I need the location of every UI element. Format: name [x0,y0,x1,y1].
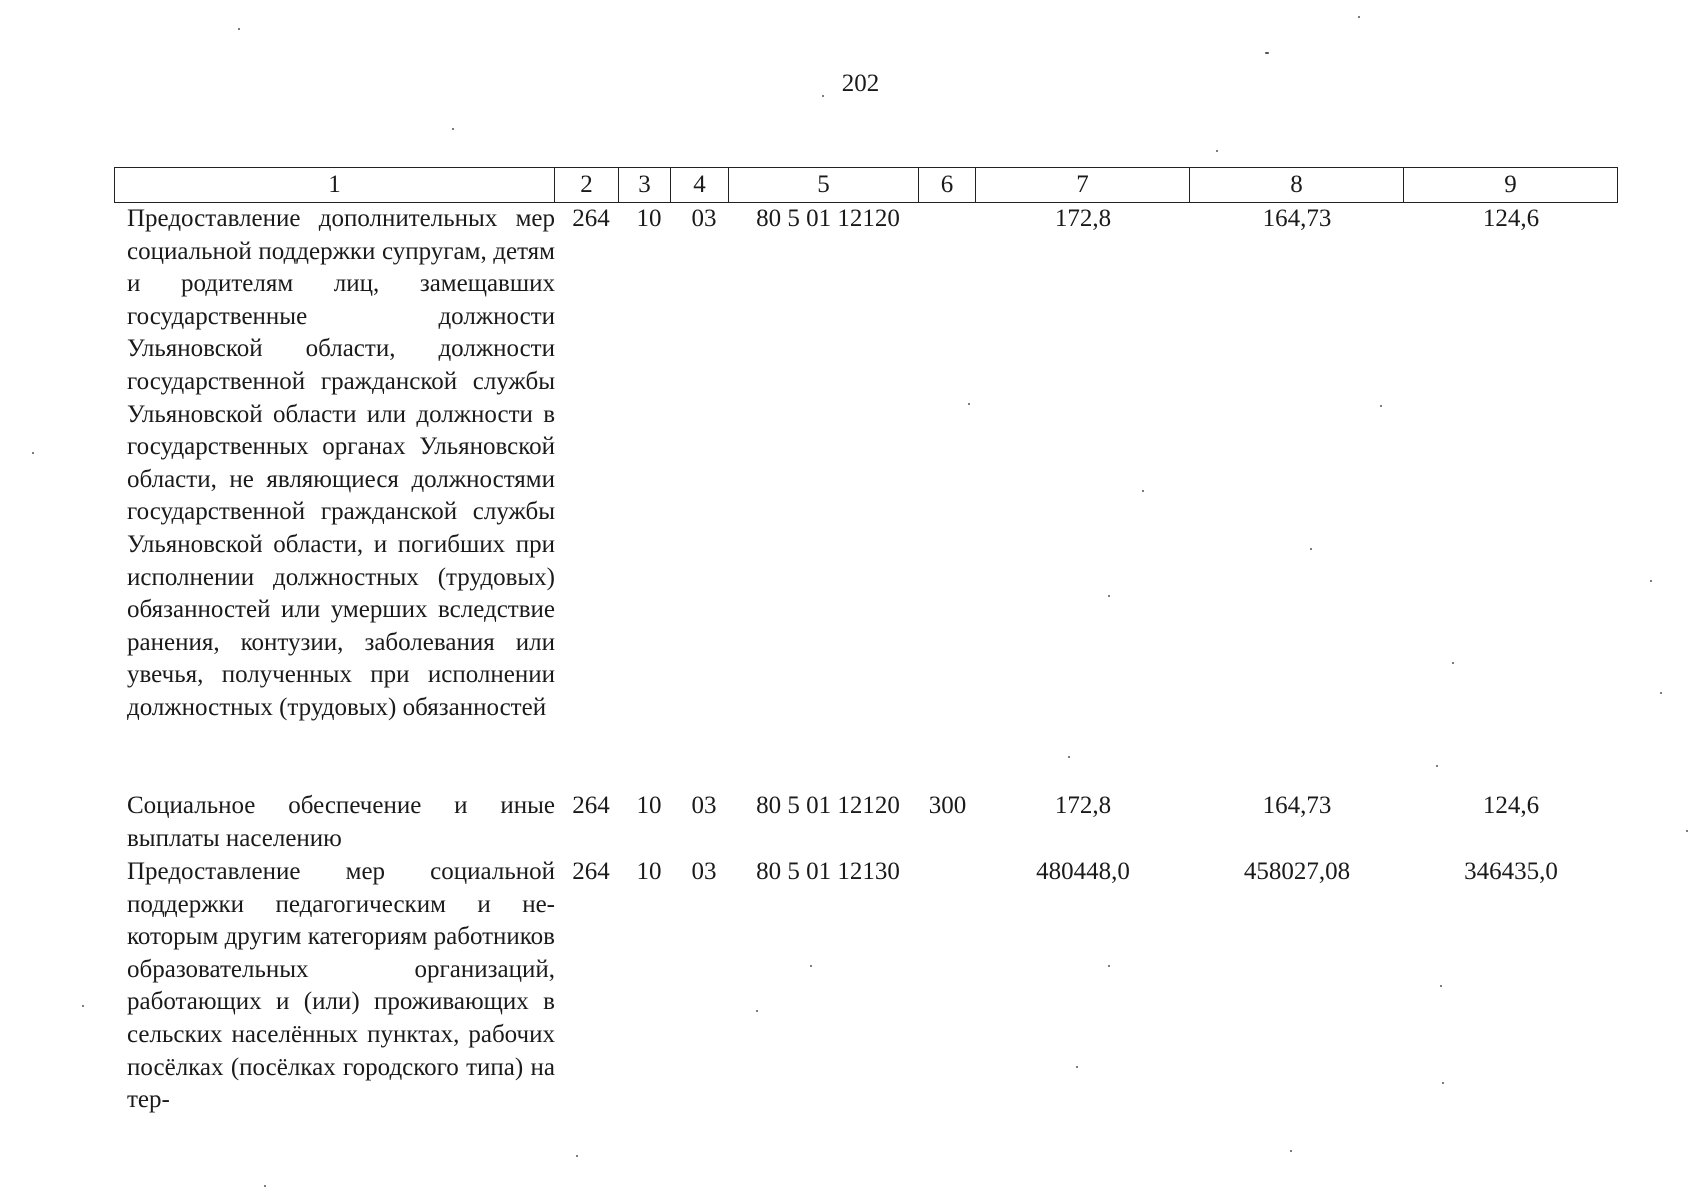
cell-col-4: 03 [691,205,717,232]
scan-speck [238,28,240,30]
cell-col-5: 80 5 01 12120 [756,792,900,819]
scan-speck [1265,52,1269,54]
scan-speck [1440,985,1442,987]
column-header-7: 7 [976,167,1190,203]
scan-speck [756,1010,758,1012]
row-description: Предоставление дополнительных мер социальной поддержки супругам, детям и родителям лиц, замещавших государственные должности Ульяновской области, должности государственной гражданской службы Ульяновской области или должности в государственных органах Ульяновской области, не являющиеся должностями государственной гражданской службы Ульяновской области, и погибших при исполнении должностных (трудовых) обязанностей или умерших вследствие ранения, контузии, заболевания или увечья, полученных при исполнении должностных (трудовых) обязанностей [127,205,555,721]
scan-speck [1142,490,1144,492]
scan-speck [1068,756,1070,758]
cell-col-8: 458027,08 [1243,858,1351,885]
table-row [114,790,1618,855]
scan-speck [1380,405,1382,407]
table-row [114,203,1618,725]
scan-speck [822,95,824,97]
cell-col-9: 346435,0 [1464,858,1558,885]
scan-speck [576,1155,578,1157]
scan-speck [1452,662,1454,664]
cell-col-3: 10 [636,205,662,232]
scan-speck [264,1185,266,1187]
column-header-3: 3 [619,167,671,203]
cell-col-3: 10 [636,858,662,885]
cell-col-5: 80 5 01 12120 [756,205,900,232]
cell-col-6: 300 [928,792,967,819]
row-description: Предоставление мер социальной поддержки педагогическим и некоторым другим категориям работников образовательных организаций, работающих и (или) проживающих в сельских населённых пунктах, рабочих посёлках (посёлках городского типа) на тер- [127,858,555,1114]
column-header-2: 2 [555,167,619,203]
cell-col-2: 264 [572,858,610,885]
column-header-6: 6 [919,167,976,203]
cell-col-6 [919,856,976,1117]
scan-speck [1310,548,1312,550]
column-header-8: 8 [1190,167,1404,203]
scan-speck [1686,830,1688,832]
cell-col-7: 172,8 [1054,205,1112,232]
scan-speck [1216,150,1218,152]
scan-speck [1660,692,1662,694]
scan-speck [1076,1066,1078,1068]
cell-col-6 [919,203,976,725]
cell-col-3: 10 [636,792,662,819]
row-description: Социальное обеспечение и иные выплаты населению [127,792,555,852]
page-number: 202 [841,70,880,97]
cell-col-9: 124,6 [1482,205,1540,232]
scan-speck [1108,965,1110,967]
scan-speck [82,1005,84,1007]
cell-col-7: 480448,0 [1036,858,1130,885]
column-header-4: 4 [671,167,729,203]
cell-col-2: 264 [572,792,610,819]
cell-col-8: 164,73 [1262,792,1332,819]
scan-speck [1108,595,1110,597]
table-row [114,856,1618,1117]
scan-speck [1442,1082,1444,1084]
cell-col-4: 03 [691,858,717,885]
scan-speck [1436,765,1438,767]
column-header-5: 5 [729,167,919,203]
cell-col-2: 264 [572,205,610,232]
column-header-9: 9 [1404,167,1618,203]
scan-speck [32,452,34,454]
scan-speck [968,403,970,405]
scan-speck [1650,580,1652,582]
scan-speck [1290,1150,1292,1152]
cell-col-5: 80 5 01 12130 [756,858,900,885]
cell-col-7: 172,8 [1054,792,1112,819]
scan-speck [1358,16,1360,18]
scan-speck [452,128,454,130]
cell-col-4: 03 [691,792,717,819]
cell-col-8: 164,73 [1262,205,1332,232]
cell-col-9: 124,6 [1482,792,1540,819]
column-header-1: 1 [114,167,555,203]
scan-speck [810,965,812,967]
table-header-row [114,167,1618,203]
